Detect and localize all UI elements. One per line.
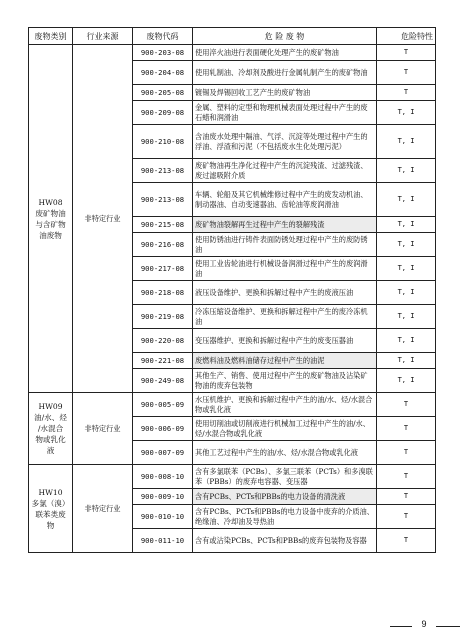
waste-code-cell: 900-005-09: [133, 393, 193, 417]
waste-code-cell: 900-205-08: [133, 85, 193, 101]
waste-description-cell: 使用防锈油进行铸件表面防锈处理过程中产生的废防锈油: [193, 233, 377, 257]
hazard-property-cell: T, I: [377, 183, 436, 217]
hazard-property-cell: T: [377, 529, 436, 553]
hazard-property-cell: T: [377, 61, 436, 85]
hazard-property-cell: T, I: [377, 369, 436, 393]
hazard-property-cell: T, I: [377, 233, 436, 257]
waste-code-cell: 900-010-10: [133, 505, 193, 529]
table-header-row: [29, 28, 436, 45]
hazard-property-cell: T, I: [377, 257, 436, 281]
waste-code-cell: 900-220-08: [133, 329, 193, 353]
waste-description-cell: 使用工业齿轮油进行机械设备润滑过程中产生的废润滑油: [193, 257, 377, 281]
waste-code-cell: 900-221-08: [133, 353, 193, 369]
industry-source-cell: 非特定行业: [73, 393, 133, 465]
page-number: 9: [421, 619, 427, 629]
waste-description-cell: 含有多氯联苯（PCBs）、多氯三联苯（PCTs）和多溴联苯（PBBs）的废弃电容器、变压器: [193, 465, 377, 489]
table-body: [29, 45, 436, 553]
hazard-property-cell: T: [377, 465, 436, 489]
hazard-property-cell: T: [377, 393, 436, 417]
hazard-property-cell: T: [377, 45, 436, 61]
waste-description-cell: 变压器维护、更换和拆解过程中产生的废变压器油: [193, 329, 377, 353]
waste-code-cell: 900-006-09: [133, 417, 193, 441]
hazard-property-cell: T, I: [377, 353, 436, 369]
hazard-property-cell: T, I: [377, 125, 436, 159]
waste-description-cell: 镀锡及焊锡回收工艺产生的废矿物油: [193, 85, 377, 101]
waste-description-cell: 使用轧制油、冷却剂及酸进行金属轧制产生的废矿物油: [193, 61, 377, 85]
waste-code-cell: 900-213-08: [133, 183, 193, 217]
waste-description-cell: 含有PCBs、PCTs和PBBs的电力设备的清洗液: [193, 489, 377, 505]
waste-code-cell: 900-007-09: [133, 441, 193, 465]
waste-code-cell: 900-249-08: [133, 369, 193, 393]
waste-description-cell: 冷冻压缩设备维护、更换和拆解过程中产生的废冷冻机油: [193, 305, 377, 329]
header-hazard-property: 危险特性: [377, 28, 436, 45]
waste-description-cell: 其他生产、销售、使用过程中产生的废矿物油及沾染矿物油的废弃包装物: [193, 369, 377, 393]
waste-description-cell: 使用淬火油进行表面硬化处理产生的废矿物油: [193, 45, 377, 61]
industry-source-cell: 非特定行业: [73, 465, 133, 553]
waste-code-cell: 900-213-08: [133, 159, 193, 183]
waste-description-cell: 金属、塑料的定型和物理机械表面处理过程中产生的废石蜡和润滑油: [193, 101, 377, 125]
hazard-property-cell: T: [377, 441, 436, 465]
waste-code-cell: 900-011-10: [133, 529, 193, 553]
waste-description-cell: 水压机维护、更换和拆解过程中产生的油/水、烃/水混合物或乳化液: [193, 393, 377, 417]
header-waste-category: 废物类别: [29, 28, 73, 45]
hazard-property-cell: T, I: [377, 217, 436, 233]
hazard-property-cell: T: [377, 505, 436, 529]
hazard-property-cell: T: [377, 417, 436, 441]
hazard-property-cell: T: [377, 489, 436, 505]
waste-description-cell: 其他工艺过程中产生的油/水、烃/水混合物或乳化液: [193, 441, 377, 465]
document-page: [28, 27, 435, 629]
waste-code-cell: 900-009-10: [133, 489, 193, 505]
waste-description-cell: 废燃料油及燃料油储存过程中产生的油泥: [193, 353, 377, 369]
waste-description-cell: 含有或沾染PCBs、PCTs和PBBs的废弃包装物及容器: [193, 529, 377, 553]
footer-rule-left: [390, 626, 412, 627]
waste-code-cell: 900-203-08: [133, 45, 193, 61]
hazard-property-cell: T, I: [377, 329, 436, 353]
hazard-property-cell: T: [377, 85, 436, 101]
hazard-property-cell: T, I: [377, 101, 436, 125]
waste-code-cell: 900-215-08: [133, 217, 193, 233]
waste-code-cell: 900-204-08: [133, 61, 193, 85]
waste-code-cell: 900-008-10: [133, 465, 193, 489]
table-row: [29, 45, 436, 61]
hazard-property-cell: T, I: [377, 281, 436, 305]
waste-description-cell: 车辆、轮船及其它机械维修过程中产生的废发动机油、制动器油、自动变速器油、齿轮油等废润滑油: [193, 183, 377, 217]
waste-category-cell: HW10 多氯（溴） 联苯类废 物: [29, 465, 73, 553]
table-row: [29, 393, 436, 417]
footer-rule-right: [436, 626, 460, 627]
table-row: [29, 465, 436, 489]
hazard-property-cell: T, I: [377, 305, 436, 329]
waste-description-cell: 废矿物油裂解再生过程中产生的裂解残渣: [193, 217, 377, 233]
waste-code-cell: 900-219-08: [133, 305, 193, 329]
header-waste-code: 废物代码: [133, 28, 193, 45]
header-hazardous-waste: 危 险 废 物: [193, 28, 377, 45]
waste-description-cell: 废矿物油再生净化过程中产生的沉淀残渣、过滤残渣、废过滤吸附介质: [193, 159, 377, 183]
waste-category-cell: HW09 油/水、烃 /水混合 物或乳化 液: [29, 393, 73, 465]
waste-code-cell: 900-209-08: [133, 101, 193, 125]
waste-code-cell: 900-218-08: [133, 281, 193, 305]
industry-source-cell: 非特定行业: [73, 45, 133, 393]
waste-description-cell: 液压设备维护、更换和拆解过程中产生的废液压油: [193, 281, 377, 305]
waste-category-cell: HW08 废矿物油 与含矿物 油废物: [29, 45, 73, 393]
waste-description-cell: 使用切削油或切削液进行机械加工过程中产生的油/水、烃/水混合物或乳化液: [193, 417, 377, 441]
waste-description-cell: 含油废水处理中隔油、气浮、沉淀等处理过程中产生的浮油、浮渣和污泥（不包括废水生化处理污泥）: [193, 125, 377, 159]
waste-code-cell: 900-210-08: [133, 125, 193, 159]
waste-code-cell: 900-216-08: [133, 233, 193, 257]
hazard-property-cell: T, I: [377, 159, 436, 183]
waste-description-cell: 含有PCBs、PCTs和PBBs的电力设备中废弃的介质油、绝缘油、冷却油及导热油: [193, 505, 377, 529]
waste-code-cell: 900-217-08: [133, 257, 193, 281]
header-industry-source: 行业来源: [73, 28, 133, 45]
hazardous-waste-table: [28, 27, 436, 553]
